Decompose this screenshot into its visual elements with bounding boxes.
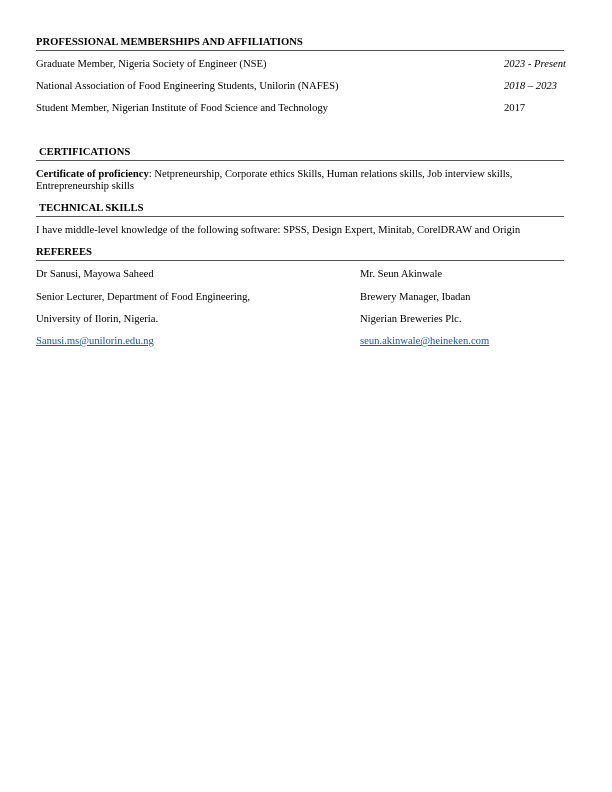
certifications-heading (36, 147, 564, 161)
referee-right-email-wrap (360, 336, 489, 348)
membership-date-nse: 2023 - Present (504, 59, 566, 70)
referee-right-title: Brewery Manager, Ibadan (360, 292, 471, 303)
referees-heading (36, 247, 564, 261)
memberships-heading (36, 37, 564, 51)
certifications-heading-text: CERTIFICATIONS (39, 147, 131, 158)
technical-skills-text: I have middle-level knowledge of the following software: SPSS, Design Expert, Minitab, CorelDRAW and Origin (36, 225, 521, 236)
membership-item-nifst: Student Member, Nigerian Institute of Food Science and Technology (36, 103, 328, 114)
technical-skills-heading-text: TECHNICAL SKILLS (39, 203, 144, 214)
membership-date-nafes: 2018 – 2023 (504, 81, 557, 92)
membership-date-nifst: 2017 (504, 103, 526, 114)
referees-heading-text: REFEREES (36, 247, 92, 258)
certificate-label: Certificate of proficiency (36, 169, 149, 180)
certifications-paragraph (36, 169, 564, 192)
referee-right-email-link[interactable]: seun.akinwale@heineken.com (360, 336, 490, 347)
referee-left-name: Dr Sanusi, Mayowa Saheed (36, 269, 154, 280)
referee-left-email-wrap (36, 336, 154, 348)
referee-left-title: Senior Lecturer, Department of Food Engineering, (36, 292, 251, 303)
referee-left-org: University of Ilorin, Nigeria. (36, 314, 159, 325)
membership-item-nafes: National Association of Food Engineering Students, Unilorin (NAFES) (36, 81, 339, 92)
technical-skills-heading (36, 203, 564, 217)
membership-item-nse: Graduate Member, Nigeria Society of Engineer (NSE) (36, 59, 267, 70)
referee-right-name: Mr. Seun Akinwale (360, 269, 443, 280)
certificate-skills: : Netpreneurship, Corporate ethics Skills, Human relations skills, Job interview skills, Entrepreneurship skills (36, 169, 513, 192)
referee-right-org: Nigerian Breweries Plc. (360, 314, 462, 325)
memberships-heading-text: PROFESSIONAL MEMBERSHIPS AND AFFILIATIONS (36, 37, 303, 48)
referee-left-email-link[interactable]: Sanusi.ms@unilorin.edu.ng (36, 336, 154, 347)
